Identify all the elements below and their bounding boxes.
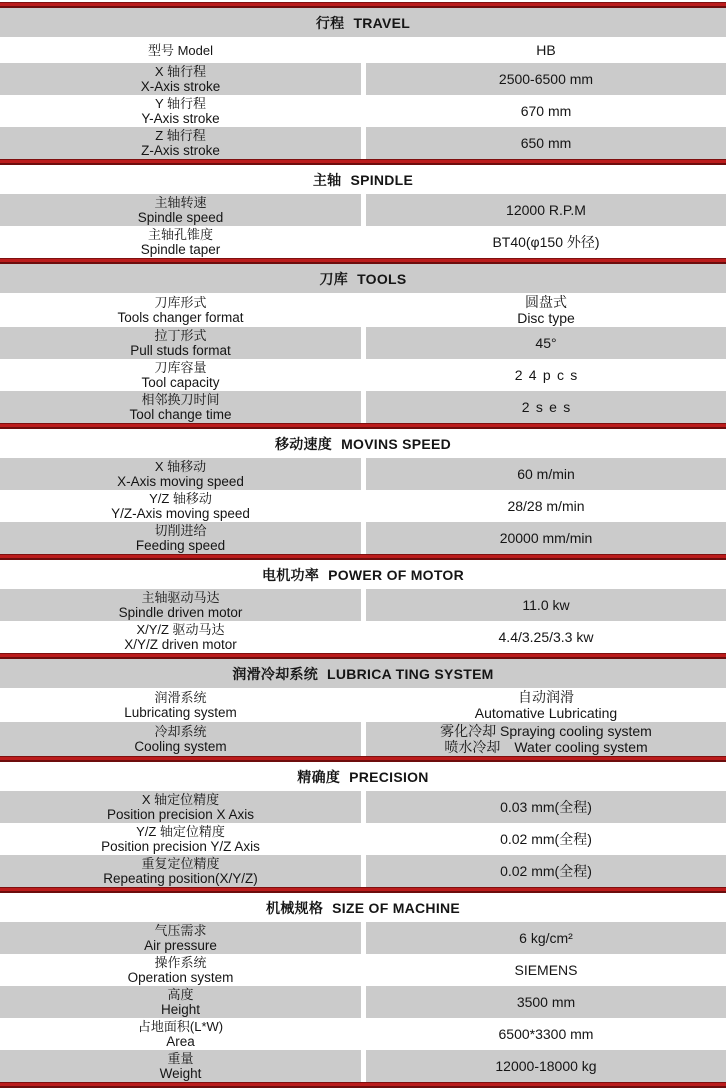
value-cell — [366, 226, 726, 258]
label-cell — [0, 226, 361, 258]
label-cell — [0, 391, 361, 423]
label-cell — [0, 621, 361, 653]
section-header — [0, 264, 726, 293]
label-cell — [0, 522, 361, 554]
label-line-zh: 切削进给 — [154, 523, 207, 538]
label-line-en: Z-Axis stroke — [141, 143, 220, 158]
label-line-zh: 占地面积(L*W) — [137, 1019, 224, 1034]
label-cell — [0, 63, 361, 95]
label-line-zh: Y/Z 轴定位精度 — [136, 824, 225, 839]
value-cell — [366, 391, 726, 423]
section-title-en: SPINDLE — [350, 171, 414, 188]
label-line-en: Height — [160, 1002, 201, 1017]
value-cell — [366, 95, 726, 127]
section-title-en: PRECISION — [349, 768, 429, 785]
label-line-zh: 主轴转速 — [154, 195, 207, 210]
label-line-en: Tool capacity — [141, 375, 220, 390]
label-cell — [0, 1018, 361, 1050]
label-line-zh: 操作系统 — [154, 955, 207, 970]
label-line-en: Cooling system — [134, 739, 227, 754]
value-line: 0.02 mm(全程) — [500, 831, 592, 847]
label-line-zh: X 轴行程 — [154, 64, 207, 79]
label-line-zh: 重复定位精度 — [141, 856, 220, 871]
table-row — [0, 855, 726, 887]
value-cell — [366, 490, 726, 522]
label-line-zh: 主轴孔锥度 — [147, 227, 213, 242]
table-row — [0, 293, 726, 327]
label-cell — [0, 855, 361, 887]
value-cell — [366, 293, 726, 327]
label-line-en: Y-Axis stroke — [141, 111, 220, 126]
value-line: Automative Lubricating — [474, 705, 618, 721]
label-line-en: Feeding speed — [135, 538, 226, 553]
section-title-en: POWER OF MOTOR — [328, 566, 464, 583]
value-line: 2ses — [521, 399, 577, 415]
label-cell — [0, 986, 361, 1018]
value-cell — [366, 458, 726, 490]
section-title-zh: 机械规格 — [266, 899, 324, 916]
value-cell — [366, 791, 726, 823]
label-line-zh: 润滑系统 — [154, 690, 207, 705]
label-line-en: Repeating position(X/Y/Z) — [103, 871, 258, 886]
label-cell — [0, 37, 361, 63]
label-line-zh: 高度 — [167, 987, 194, 1002]
table-row — [0, 954, 726, 986]
section-header — [0, 8, 726, 37]
label-cell — [0, 791, 361, 823]
value-line: 3500 mm — [516, 994, 576, 1010]
label-line-en: Y/Z-Axis moving speed — [111, 506, 250, 521]
label-line-zh: 相邻换刀时间 — [141, 392, 220, 407]
table-row — [0, 327, 726, 359]
value-line: 12000-18000 kg — [495, 1058, 597, 1074]
label-line-en: Lubricating system — [124, 705, 237, 720]
table-row — [0, 95, 726, 127]
label-cell — [0, 127, 361, 159]
label-line-en: Spindle speed — [137, 210, 224, 225]
section-separator-line — [0, 1082, 726, 1088]
value-line: 圆盘式 — [525, 294, 567, 310]
label-line-en: Area — [166, 1034, 195, 1049]
label-cell — [0, 589, 361, 621]
label-line-zh: Z 轴行程 — [155, 128, 206, 143]
table-row — [0, 490, 726, 522]
value-line: 0.02 mm(全程) — [500, 863, 592, 879]
label-line-en: Tool change time — [129, 407, 232, 422]
section-title-en: SIZE OF MACHINE — [332, 899, 460, 916]
value-line: 自动润滑 — [518, 689, 574, 705]
label-cell — [0, 327, 361, 359]
label-line-en: Position precision X Axis — [106, 807, 255, 822]
table-row — [0, 522, 726, 554]
table-row — [0, 1018, 726, 1050]
value-line: 670 mm — [520, 103, 572, 119]
value-cell — [366, 823, 726, 855]
value-cell — [366, 194, 726, 226]
value-line: 60 m/min — [517, 466, 575, 482]
value-line: SIEMENS — [514, 962, 578, 978]
table-row — [0, 823, 726, 855]
section-header — [0, 429, 726, 458]
spec-table — [0, 2, 726, 1088]
label-line-zh: 型号 Model — [147, 42, 214, 58]
value-cell — [366, 1050, 726, 1082]
label-line-zh: 冷却系统 — [154, 724, 207, 739]
section-title-en: TRAVEL — [353, 14, 411, 31]
table-row — [0, 127, 726, 159]
table-row — [0, 621, 726, 653]
section-header — [0, 165, 726, 194]
label-cell — [0, 688, 361, 722]
table-row — [0, 722, 726, 756]
value-line: 650 mm — [520, 135, 572, 151]
label-cell — [0, 359, 361, 391]
label-line-zh: X/Y/Z 驱动马达 — [136, 622, 225, 637]
label-line-en: Spindle driven motor — [118, 605, 243, 620]
value-cell — [366, 986, 726, 1018]
label-cell — [0, 1050, 361, 1082]
label-line-en: Pull studs format — [130, 343, 231, 358]
section-title-en: TOOLS — [357, 270, 407, 287]
value-line: 12000 R.P.M — [506, 202, 586, 218]
label-line-zh: 重量 — [167, 1051, 194, 1066]
value-cell — [366, 589, 726, 621]
label-cell — [0, 722, 361, 756]
section-title-en: MOVINS SPEED — [341, 435, 452, 452]
label-line-zh: 主轴驱动马达 — [141, 590, 220, 605]
label-line-zh: 拉丁形式 — [154, 328, 207, 343]
value-cell — [366, 359, 726, 391]
label-line-zh: 气压需求 — [154, 923, 207, 938]
label-line-en: Spindle taper — [140, 242, 221, 257]
section-title-zh: 移动速度 — [274, 435, 333, 452]
label-line-en: Position precision Y/Z Axis — [101, 839, 260, 854]
value-line: HB — [536, 42, 556, 58]
value-line: 喷水冷却 Water cooling system — [444, 739, 648, 755]
label-cell — [0, 194, 361, 226]
label-line-zh: X 轴定位精度 — [141, 792, 220, 807]
section-header — [0, 893, 726, 922]
table-row — [0, 359, 726, 391]
label-line-en: Operation system — [127, 970, 234, 985]
value-cell — [366, 855, 726, 887]
section-title-zh: 行程 — [315, 14, 345, 31]
value-line: 雾化冷却 Spraying cooling system — [440, 723, 652, 739]
value-cell — [366, 688, 726, 722]
section-header — [0, 762, 726, 791]
value-line: 20000 mm/min — [499, 530, 593, 546]
table-row — [0, 791, 726, 823]
value-line: 4.4/3.25/3.3 kw — [498, 629, 594, 645]
value-line: 6 kg/cm² — [519, 930, 573, 946]
value-cell — [366, 327, 726, 359]
table-row — [0, 688, 726, 722]
value-line: 0.03 mm(全程) — [500, 799, 592, 815]
value-cell — [366, 522, 726, 554]
label-line-zh: Y 轴行程 — [154, 96, 207, 111]
value-line: 6500*3300 mm — [498, 1026, 594, 1042]
value-line: 2500-6500 mm — [498, 71, 594, 87]
section-title-zh: 润滑冷却系统 — [232, 665, 319, 682]
value-line: Disc type — [517, 310, 575, 326]
value-cell — [366, 63, 726, 95]
value-cell — [366, 954, 726, 986]
section-header — [0, 560, 726, 589]
section-title-en: LUBRICA TING SYSTEM — [327, 665, 494, 682]
label-line-en: Weight — [159, 1066, 202, 1081]
label-cell — [0, 490, 361, 522]
value-line: 28/28 m/min — [507, 498, 585, 514]
label-line-en: X-Axis moving speed — [117, 474, 244, 489]
table-row — [0, 986, 726, 1018]
table-row — [0, 194, 726, 226]
table-row — [0, 63, 726, 95]
value-line: 24pcs — [514, 367, 584, 383]
section-title-zh: 主轴 — [312, 171, 342, 188]
label-line-en: X-Axis stroke — [140, 79, 221, 94]
label-cell — [0, 458, 361, 490]
value-cell — [366, 1018, 726, 1050]
table-row — [0, 922, 726, 954]
table-row — [0, 226, 726, 258]
table-row — [0, 589, 726, 621]
section-title-zh: 刀库 — [319, 270, 349, 287]
section-title-zh: 精确度 — [297, 768, 341, 785]
section-title-zh: 电机功率 — [261, 566, 320, 583]
section-header — [0, 659, 726, 688]
label-line-zh: X 轴移动 — [154, 459, 207, 474]
table-row — [0, 458, 726, 490]
value-cell — [366, 37, 726, 63]
value-line: 11.0 kw — [522, 597, 570, 613]
value-cell — [366, 127, 726, 159]
table-row — [0, 1050, 726, 1082]
label-line-en: Tools changer format — [117, 310, 244, 325]
label-cell — [0, 293, 361, 327]
value-cell — [366, 722, 726, 756]
label-line-zh: 刀库容量 — [154, 360, 207, 375]
label-cell — [0, 954, 361, 986]
table-row — [0, 37, 726, 63]
label-cell — [0, 922, 361, 954]
value-line: 45° — [535, 335, 557, 351]
label-line-zh: 刀库形式 — [154, 295, 207, 310]
label-cell — [0, 823, 361, 855]
label-cell — [0, 95, 361, 127]
value-cell — [366, 621, 726, 653]
table-row — [0, 391, 726, 423]
label-line-en: X/Y/Z driven motor — [124, 637, 237, 652]
label-line-zh: Y/Z 轴移动 — [149, 491, 212, 506]
label-line-en: Air pressure — [144, 938, 217, 953]
value-cell — [366, 922, 726, 954]
value-line: BT40(φ150 外径) — [492, 234, 600, 250]
